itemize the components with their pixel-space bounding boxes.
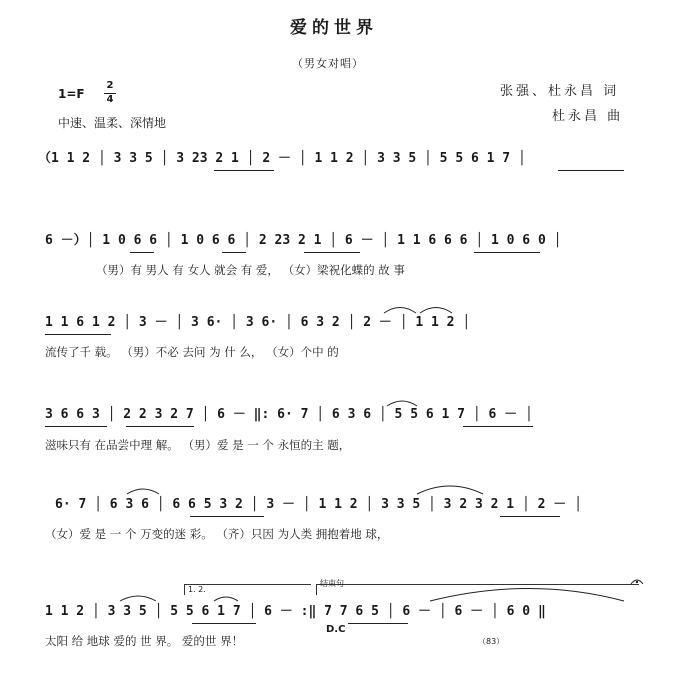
key-signature: 1=F [58, 87, 85, 101]
notation-row-3: 1 1 6 1 2 │ 3 － │ 3 6· │ 3 6· │ 6 3 2 │ 2 － │ 1 1 2 │ [45, 315, 471, 330]
page-number: （83） [478, 637, 505, 646]
lyrics-row-6: 太阳 给 地球 爱的 世 界。 爱的世 界！ [45, 634, 244, 648]
lyrics-row-4: 滋味只有 在品尝中理 解。 （男）爱 是 一 个 永恒的主 题， [45, 438, 351, 452]
time-signature-bottom: 4 [106, 94, 114, 105]
slur [214, 597, 238, 601]
song-title: 爱的世界 [290, 18, 378, 38]
volta-last-label: 结束句 [320, 579, 344, 588]
slur [417, 486, 483, 494]
composer-credit: 杜永昌 曲 [552, 109, 624, 124]
volta-first-label: 1. 2. [188, 585, 206, 594]
notation-row-1: （1 1 2 │ 3 3 5 │ 3 23 2 1 │ 2 － │ 1 1 2 │ 3 3 5 │ 5 5 6 1 7 │ [38, 151, 526, 166]
lyrics-row-5: （女）爱 是 一 个 万变的迷 彩。 （齐）只因 为人类 拥抱着地 球， [45, 527, 389, 541]
notation-row-4: 3 6 6 3 │ 2 2 3 2 7 │ 6 － ‖: 6· 7 │ 6 3 6 │ 5 5 6 1 7 │ 6 － │ [45, 407, 533, 422]
notation-row-6: 1 1 2 │ 3 3 5 │ 5 5 6 1 7 │ 6 － :‖ 7 7 6 5 │ 6 － │ 6 － │ 6 0 ‖ [45, 604, 546, 619]
slur [127, 489, 159, 494]
lyrics-row-3: 流传了千 载。 （男）不必 去问 为 什 么， （女）个中 的 [45, 345, 339, 359]
time-signature-top: 2 [106, 80, 114, 91]
slur [420, 308, 452, 314]
notation-row-5: 6· 7 │ 6 3 6 │ 6 6 5 3 2 │ 3 － │ 1 1 2 │ 3 3 5 │ 3 2 3 2 1 │ 2 － │ [55, 497, 582, 512]
fermata-dot [636, 581, 638, 583]
slur [120, 596, 156, 601]
slur [384, 308, 416, 314]
lyricist-credit: 张强、杜永昌 词 [500, 84, 620, 99]
lyrics-row-2: （男）有 男人 有 女人 就会 有 爱， （女）梁祝化蝶的 故 事 [96, 263, 405, 277]
notation-row-2: 6 －）│ 1 0 6 6 │ 1 0 6 6 │ 2 23 2 1 │ 6 － │ 1 1 6 6 6 │ 1 0 6 0 │ [45, 233, 562, 248]
da-capo-mark: D.C [326, 624, 346, 635]
slur [387, 401, 417, 406]
tempo-mark: 中速、温柔、深情地 [58, 116, 167, 130]
slur [430, 589, 624, 602]
song-subtitle: （男女对唱） [292, 57, 364, 70]
